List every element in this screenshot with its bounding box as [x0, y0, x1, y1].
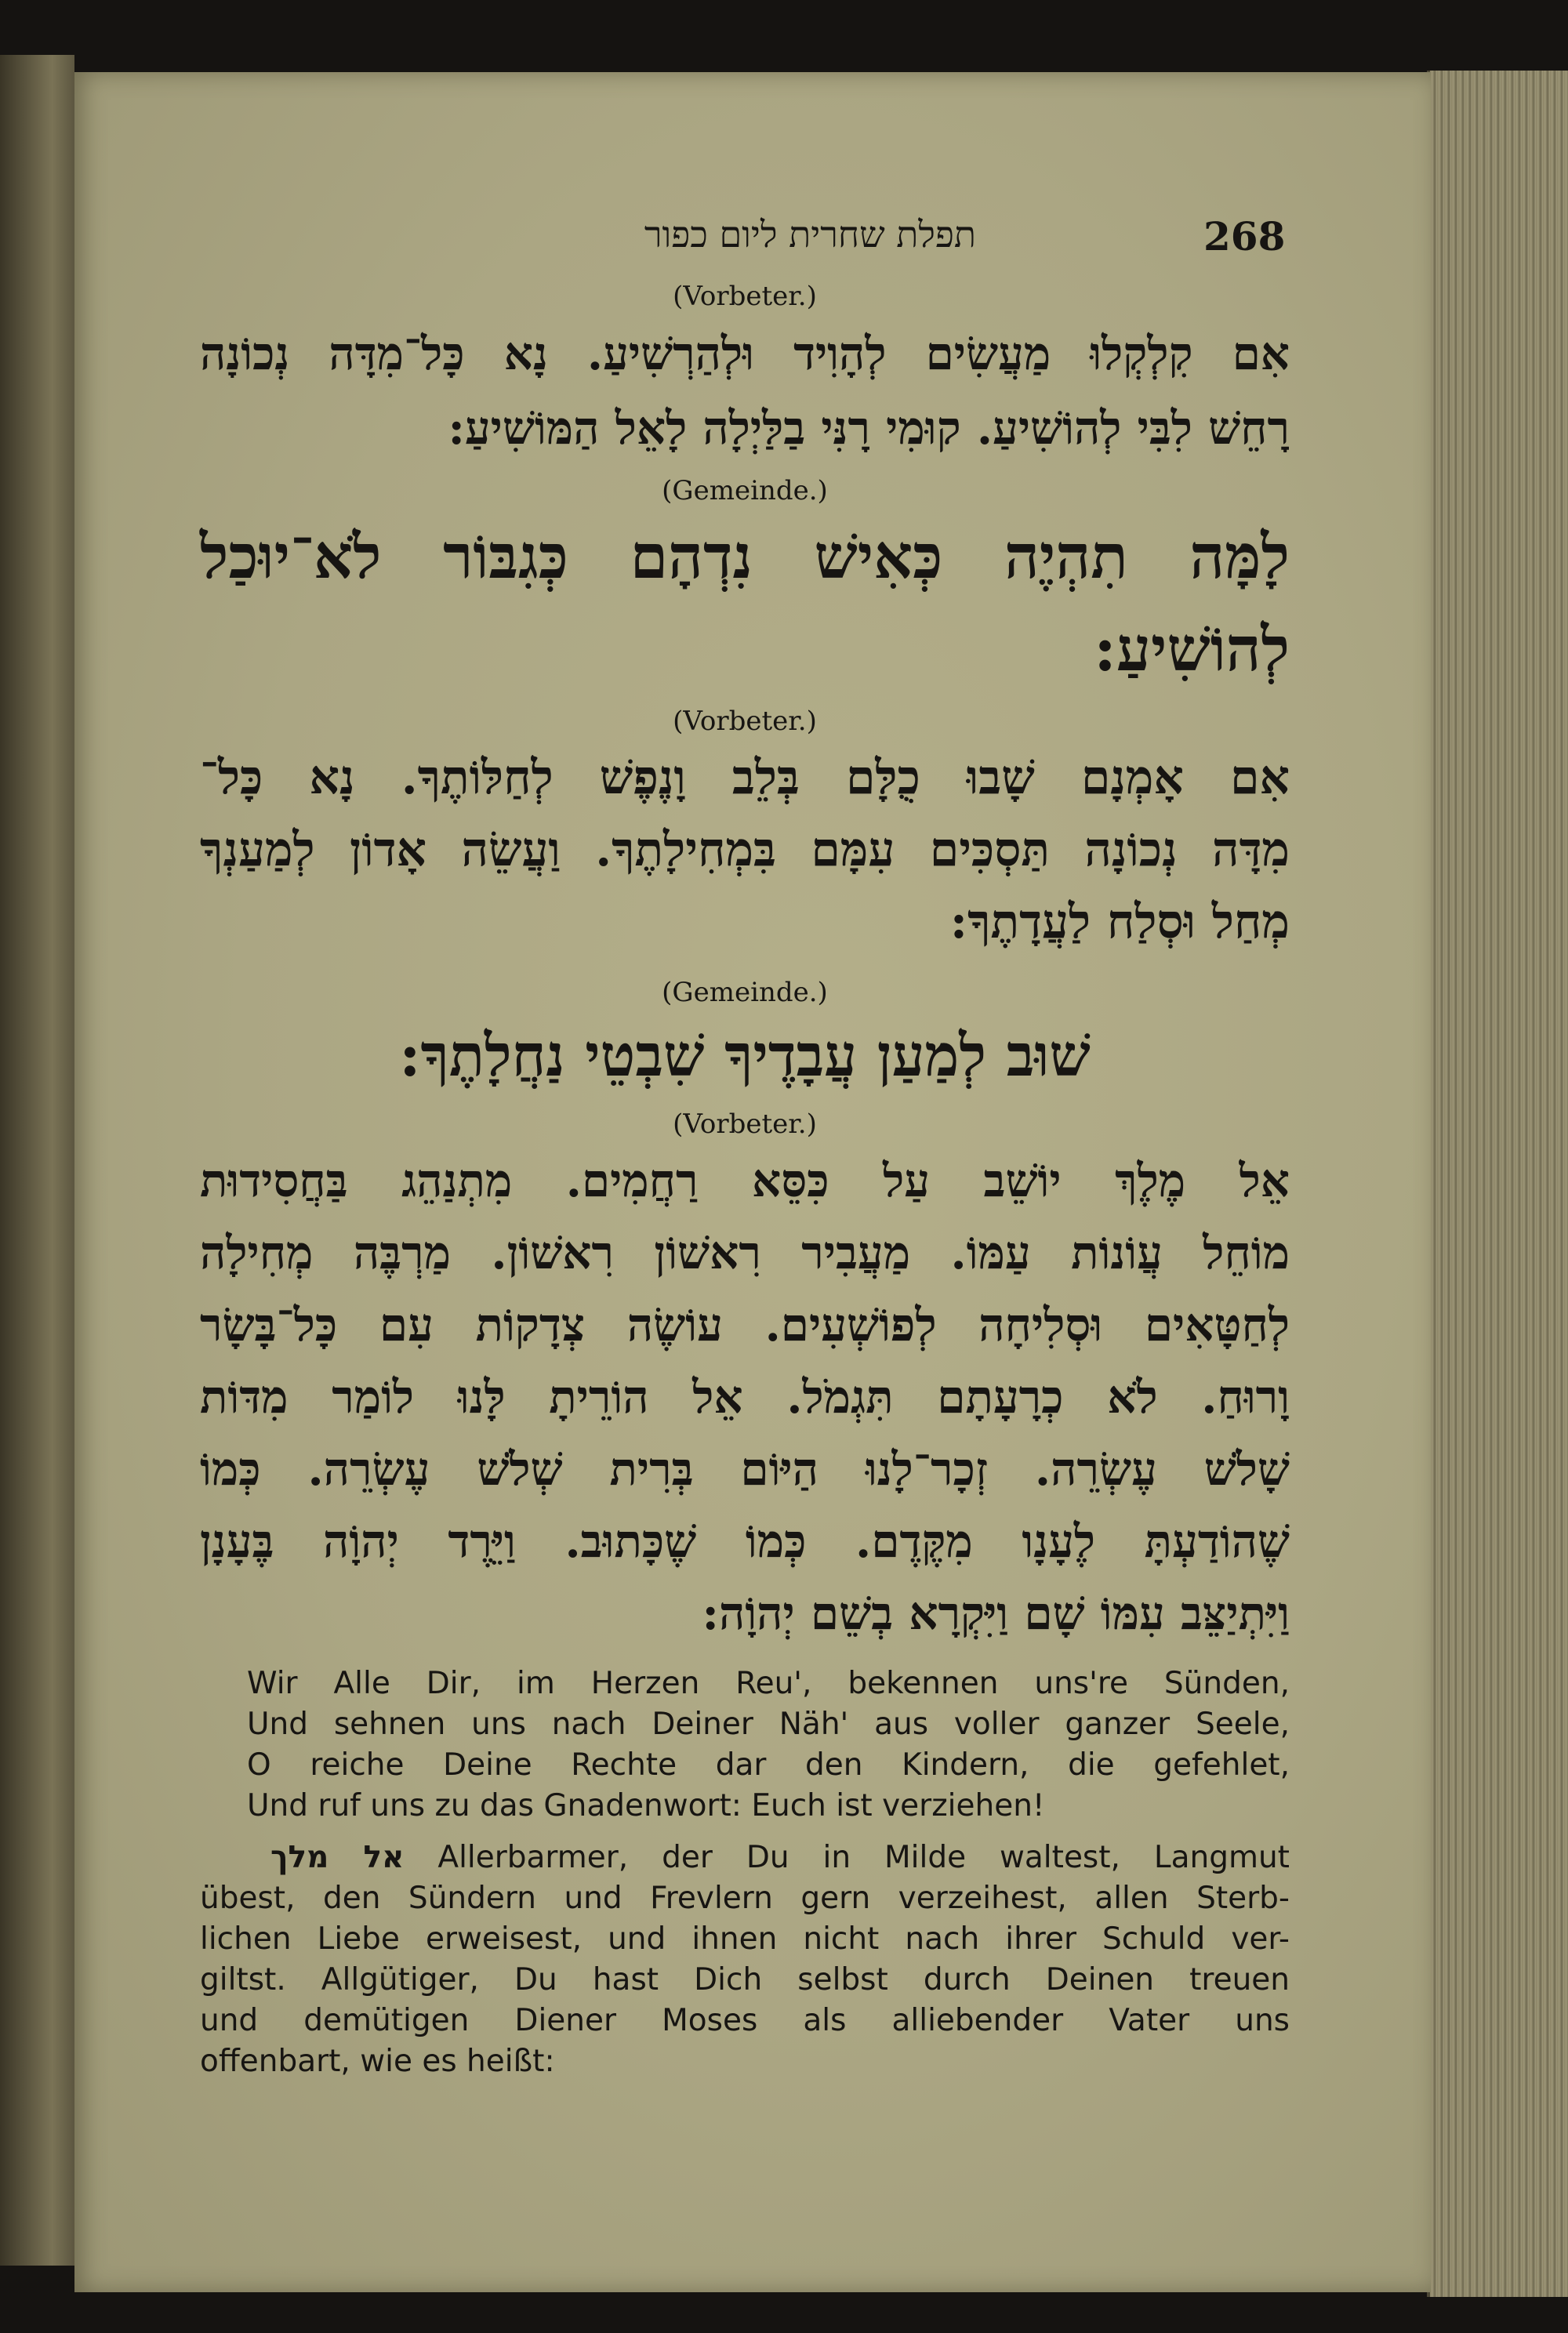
facing-page-edge — [0, 55, 74, 2266]
page-content — [200, 213, 1290, 2082]
hebrew-line: וַיִּתְיַצֵּב עִמּוֹ שָׁם וַיִּקְרָא בְשֵׁם יְהוָֹה: — [702, 1587, 1290, 1640]
hebrew-line: וָרוּחַ. לֹא כְרָעָתָם תִּגְמֹל. אֵל הוֹרֵיתָ לָּנוּ לוֹמַר מִדּוֹת — [200, 1370, 1290, 1424]
verse-line: Und sehnen uns nach Deiner Näh' aus voller ganzer Seele, — [247, 1707, 1290, 1742]
prose-line-text: Allerbarmer, der Du in Milde waltest, Langmut — [437, 1840, 1290, 1875]
speaker-label: (Gemeinde.) — [662, 475, 828, 506]
speaker-label: (Vorbeter.) — [673, 706, 817, 737]
speaker-label: (Gemeinde.) — [662, 977, 828, 1008]
hebrew-line: מוֹחֵל עֲוֹנוֹת עַמּוֹ. מַעֲבִיר רִאשׁוֹן רִאשׁוֹן. מַרְבֶּה מְחִילָה — [200, 1226, 1290, 1279]
hebrew-line: אֵל מֶלֶךְ יוֹשֵׁב עַל כִּסֵּא רַחֲמִים. מִתְנַהֵג בַּחֲסִידוּת — [200, 1154, 1290, 1207]
page-stack-edge — [1427, 71, 1568, 2297]
running-title: תפלת שחרית ליום כפור — [644, 213, 976, 256]
hebrew-line: לְהוֹשִׁיעַ: — [1094, 614, 1290, 685]
hebrew-line: לְחַטָּאִים וּסְלִיחָה לְפוֹשְׁעִים. עוֹשֶׂה צְדָקוֹת עִם כָּל־בָּשָׂר — [200, 1298, 1290, 1352]
prose-line: übest, den Sündern und Frevlern gern verzeihest, allen Sterb- — [200, 1881, 1290, 1916]
verse-line: Wir Alle Dir, im Herzen Reu', bekennen uns're Sünden, — [247, 1666, 1290, 1701]
prose-line: giltst. Allgütiger, Du hast Dich selbst durch Deinen treuen — [200, 1962, 1290, 1997]
verse-line: Und ruf uns zu das Gnadenwort: Euch ist verziehen! — [247, 1788, 1045, 1823]
page-header — [200, 213, 1290, 276]
prose-line: offenbart, wie es heißt: — [200, 2044, 555, 2079]
german-verse — [247, 1664, 1290, 1827]
hebrew-line: רָחֵשׁ לִבִּי לְהוֹשִׁיעַ. קוּמִי רָנִּי בַלַּיְלָה לָאֵל הַמּוֹשִׁיעַ: — [448, 401, 1290, 455]
verse-line: O reiche Deine Rechte dar den Kindern, die gefehlet, — [247, 1747, 1290, 1783]
hebrew-line: אִם אָמְנָם שָׁבוּ כֻלָּם בְּלֵב וָנֶפֶשׁ לְחַלּוֹתֶךָ. נָא כָּל־ — [200, 750, 1290, 805]
hebrew-passage — [200, 1013, 1290, 1099]
page-number: 268 — [1203, 213, 1286, 259]
hebrew-passage — [200, 1145, 1290, 1649]
prose-line: und demütigen Diener Moses als alliebender Vater uns — [200, 2003, 1290, 2038]
hebrew-line: מְחַל וּסְלַח לַעֲדָתֶךָ: — [949, 894, 1290, 949]
hebrew-passage — [200, 317, 1290, 466]
hebrew-passage — [200, 511, 1290, 696]
hebrew-passage — [200, 742, 1290, 958]
hebrew-line: לָמָּה תִהְיֶה כְּאִישׁ נִדְהָם כְּגִבּוֹר לֹא־יוּכַל — [200, 521, 1290, 593]
hebrew-line: שֶׁהוֹדַעְתָּ לֶעָנָו מִקֶּדֶם. כְּמוֹ שֶׁכָּתוּב. וַיֵּרֶד יְהוָֹה בֶּעָנָן — [200, 1515, 1290, 1568]
speaker-label: (Vorbeter.) — [673, 1108, 817, 1140]
speaker-label: (Vorbeter.) — [673, 281, 817, 312]
hebrew-line: שׁוּב לְמַעַן עֲבָדֶיךָ שִׁבְטֵי נַחֲלָתֶךָ: — [399, 1022, 1091, 1090]
hebrew-line: מִדָּה נְכוֹנָה תַּסְכִּים עִמָּם בִּמְחִילָתֶךָ. וַעֲשֵׂה אָדוֹן לְמַעַנְךָ — [200, 822, 1290, 877]
hebrew-line: שָׁלֹשׁ עֶשְׂרֵה. זְכָר־לָנוּ הַיּוֹם בְּרִית שְׁלֹשׁ עֶשְׂרֵה. כְּמוֹ — [200, 1442, 1290, 1496]
hebrew-line: אִם קִלְקְלוּ מַעֲשִׂים לְהָוִיד וּלְהַרְשִׁיעַ. נָא כָּל־מִדָּה נְכוֹנָה — [200, 327, 1290, 380]
german-prose — [200, 1838, 1290, 2082]
hebrew-cue: אל מלך — [270, 1840, 405, 1875]
prose-line — [200, 1838, 1290, 1878]
book-page — [74, 72, 1431, 2292]
prose-line: lichen Liebe erweisest, und ihnen nicht nach ihrer Schuld ver- — [200, 1921, 1290, 1957]
